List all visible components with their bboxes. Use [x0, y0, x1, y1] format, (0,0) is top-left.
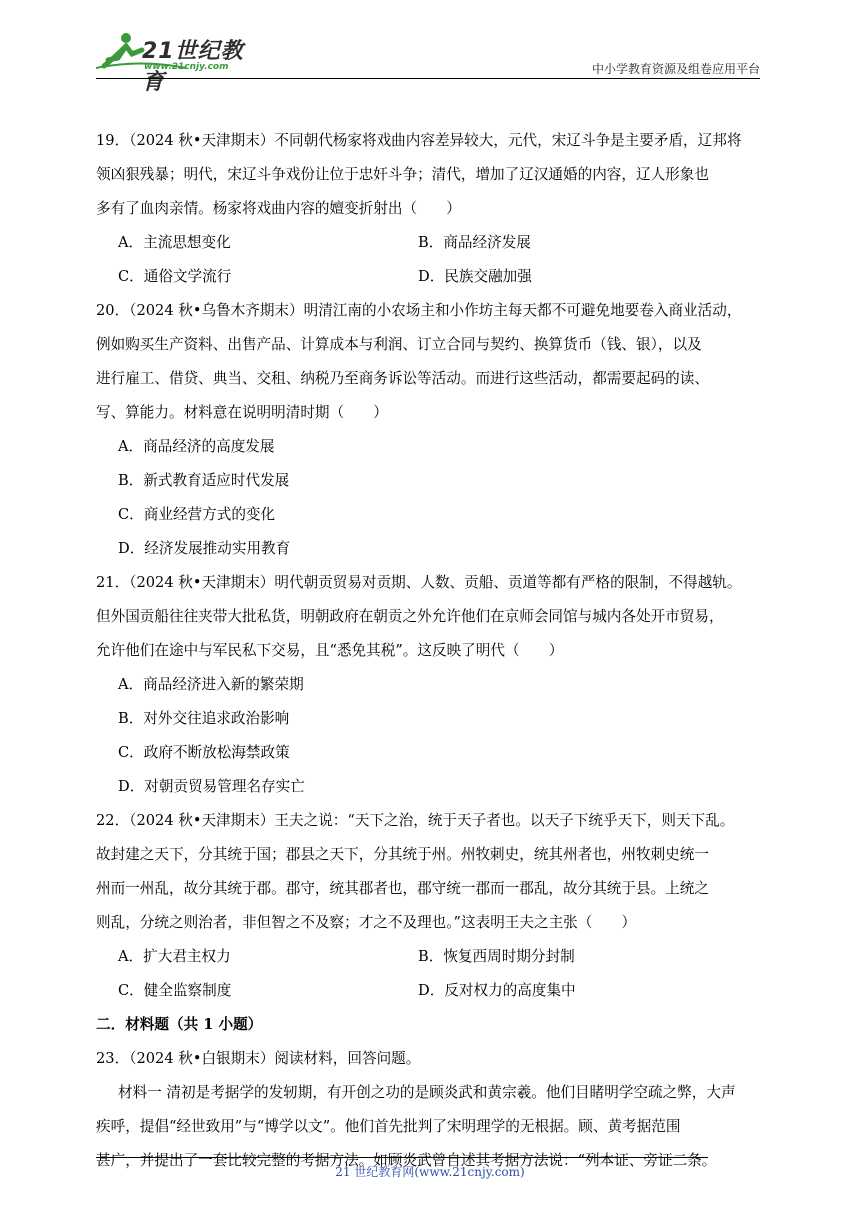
question-stem-line: 例如购买生产资料、出售产品、计算成本与利润、订立合同与契约、换算货币（钱、银），以及: [96, 336, 702, 353]
question-stem-line: 写、算能力。材料意在说明明清时期（ ）: [96, 404, 388, 421]
options: [96, 226, 760, 294]
question-number: 20．: [96, 302, 130, 319]
option-b[interactable]: B．对外交往追求政治影响: [118, 710, 290, 727]
section-title: 二．材料题（共 1 小题）: [96, 1016, 263, 1033]
option-a[interactable]: A．商品经济进入新的繁荣期: [118, 676, 304, 693]
option-c[interactable]: C．健全监察制度: [118, 982, 232, 999]
header-divider: [96, 78, 760, 79]
question-21: [96, 566, 760, 804]
question-stem-line: 允许他们在途中与军民私下交易，且“悉免其税”。这反映了明代（ ）: [96, 642, 564, 659]
option-b[interactable]: B．恢复西周时期分封制: [418, 948, 575, 965]
option-d[interactable]: D．经济发展推动实用教育: [118, 540, 291, 557]
question-stem-line: （2024 秋•天津期末）不同朝代杨家将戏曲内容差异较大，元代，宋辽斗争是主要矛盾，辽邦将: [129, 132, 742, 149]
platform-name: 中小学教育资源及组卷应用平台: [591, 62, 760, 76]
question-intro: （2024 秋•白银期末）阅读材料，回答问题。: [129, 1050, 421, 1067]
footer-divider: [96, 1157, 708, 1158]
logo-url: www.21cnjy.com: [144, 62, 229, 72]
question-stem-line: （2024 秋•乌鲁木齐期末）明清江南的小农场主和小作坊主每天都不可避免地要卷入商业活动，: [129, 302, 742, 319]
material-line: 甚广，并提出了一套比较完整的考据方法。如顾炎武曾自述其考据方法说：“列本证、旁证二条。: [96, 1152, 717, 1169]
question-22: [96, 804, 760, 1008]
question-stem-line: 但外国贡船往往夹带大批私货，明朝政府在朝贡之外允许他们在京师会同馆与城内各处开市贸易，: [96, 608, 724, 625]
page-footer[interactable]: 21 世纪教育网(www.21cnjy.com): [335, 1165, 525, 1179]
options: [96, 430, 760, 566]
question-stem-line: 进行雇工、借贷、典当、交租、纳税乃至商务诉讼等活动。而进行这些活动，都需要起码的读、: [96, 370, 709, 387]
site-logo[interactable]: [96, 28, 266, 95]
option-b[interactable]: B．新式教育适应时代发展: [118, 472, 290, 489]
question-20: [96, 294, 760, 566]
option-d[interactable]: D．民族交融加强: [418, 268, 532, 285]
page-header: [96, 28, 760, 95]
option-a[interactable]: A．商品经济的高度发展: [118, 438, 275, 455]
option-c[interactable]: C．通俗文学流行: [118, 268, 232, 285]
question-stem-line: 则乱，分统之则治者，非但智之不及察；才之不及理也。”这表明王夫之主张（ ）: [96, 914, 637, 931]
document-body: [96, 124, 760, 1178]
option-a[interactable]: A．扩大君主权力: [118, 948, 231, 965]
option-d[interactable]: D．反对权力的高度集中: [418, 982, 576, 999]
options: [96, 668, 760, 804]
option-c[interactable]: C．商业经营方式的变化: [118, 506, 276, 523]
question-stem-line: 多有了血肉亲情。杨家将戏曲内容的嬗变折射出（ ）: [96, 200, 461, 217]
option-b[interactable]: B．商品经济发展: [418, 234, 531, 251]
option-d[interactable]: D．对朝贡贸易管理名存实亡: [118, 778, 305, 795]
option-a[interactable]: A．主流思想变化: [118, 234, 231, 251]
question-number: 23．: [96, 1050, 130, 1067]
options: [96, 940, 760, 1008]
logo-text: 21世纪教育: [142, 39, 244, 95]
question-stem-line: 故封建之天下，分其统于国；郡县之天下，分其统于州。州牧刺史，统其州者也，州牧刺史统一: [96, 846, 709, 863]
option-c[interactable]: C．政府不断放松海禁政策: [118, 744, 290, 761]
question-stem-line: （2024 秋•天津期末）明代朝贡贸易对贡期、人数、贡船、贡道等都有严格的限制，不得越轨。: [129, 574, 742, 591]
question-stem-line: 领凶狠残暴；明代，宋辽斗争戏份让位于忠奸斗争；清代，增加了辽汉通婚的内容，辽人形象也: [96, 166, 709, 183]
question-19: [96, 124, 760, 294]
question-stem-line: （2024 秋•天津期末）王夫之说：“天下之治，统于天子者也。以天子下统乎天下，则天下乱。: [129, 812, 735, 829]
material-line: 材料一 清初是考据学的发轫期，有开创之功的是顾炎武和黄宗羲。他们目睹明学空疏之弊，大声: [118, 1084, 736, 1101]
material-line: 疾呼，提倡“经世致用”与“博学以文”。他们首先批判了宋明理学的无根据。顾、黄考据范围: [96, 1118, 681, 1135]
question-number: 22．: [96, 812, 130, 829]
question-number: 19．: [96, 132, 130, 149]
question-number: 21．: [96, 574, 130, 591]
question-stem-line: 州而一州乱，故分其统于郡。郡守，统其郡者也，郡守统一郡而一郡乱，故分其统于县。上统之: [96, 880, 709, 897]
